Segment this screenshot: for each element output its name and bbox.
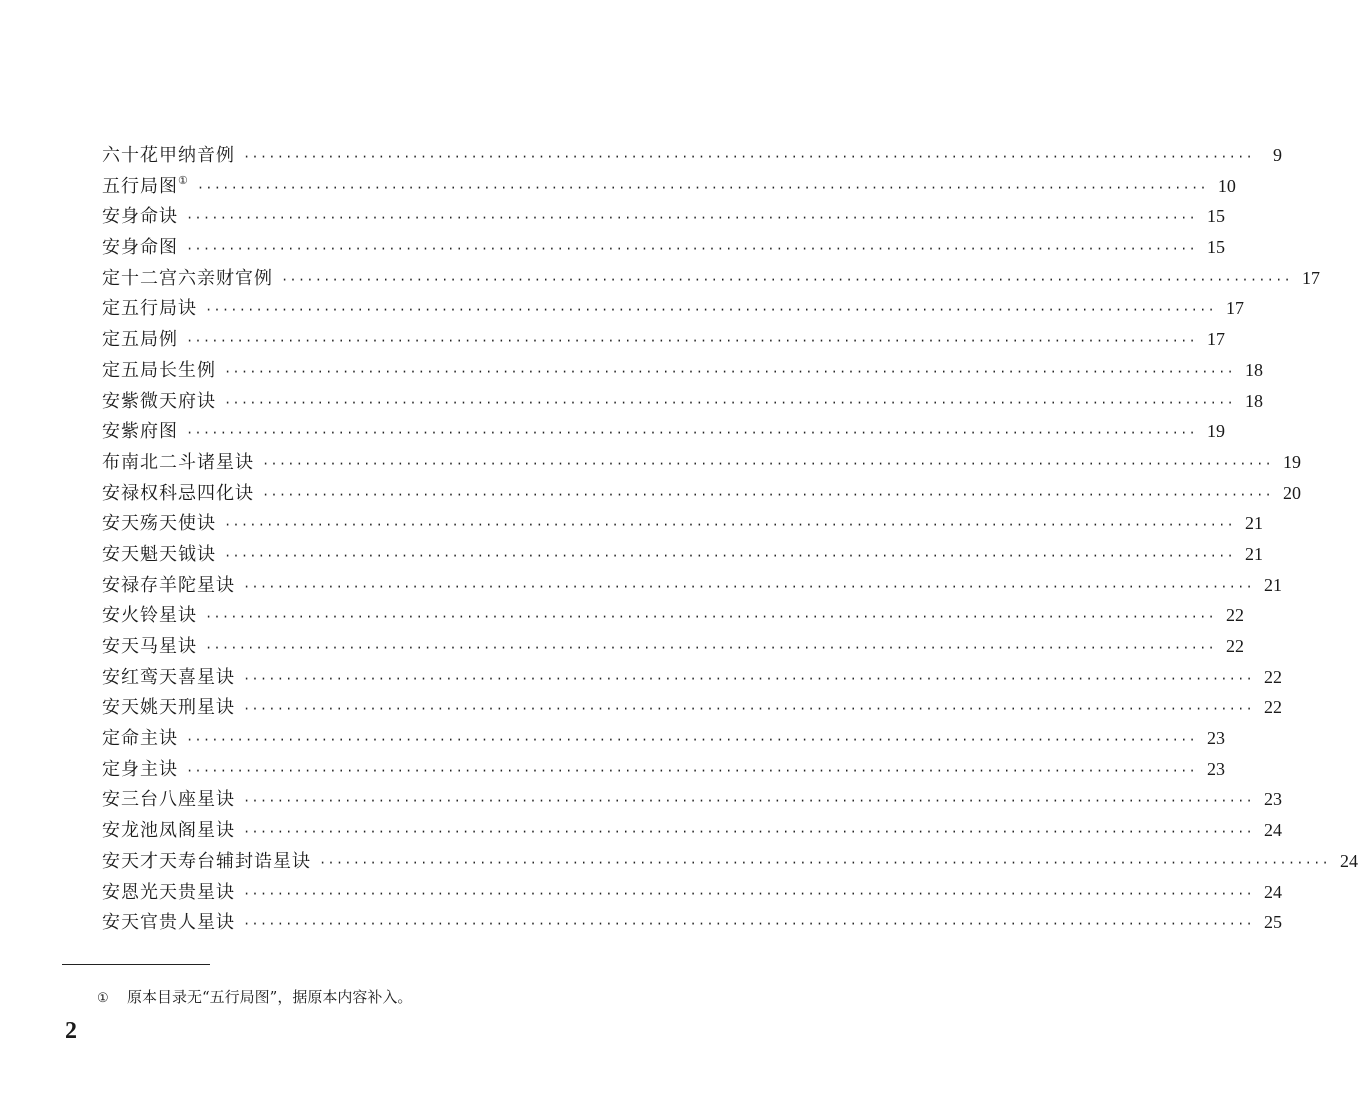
toc-dot-leader: ························································································································: [186, 334, 1197, 349]
toc-dot-leader: ························································································································: [243, 917, 1254, 932]
toc-dot-leader: ························································································································: [243, 886, 1254, 901]
toc-entry[interactable]: [102, 570, 1282, 601]
toc-entry-title: [102, 908, 235, 939]
toc-entry[interactable]: [102, 293, 1244, 324]
toc-entry-page: 18: [1244, 390, 1263, 411]
footnote: [97, 986, 412, 1007]
toc-dot-leader: ························································································································: [186, 242, 1197, 257]
toc-entry-page: 15: [1206, 237, 1225, 258]
toc-entry[interactable]: [102, 846, 1358, 877]
toc-entry-title-text: 安天才天寿台辅封诰星诀: [102, 850, 311, 872]
toc-entry-page: 25: [1263, 912, 1282, 933]
toc-entry-title: [102, 663, 235, 694]
toc-entry-title-text: 安禄存羊陀星诀: [102, 574, 235, 596]
toc-dot-leader: ························································································································: [186, 763, 1197, 778]
toc-entry-page: 21: [1244, 543, 1263, 564]
toc-entry-title-text: 五行局图: [102, 175, 178, 197]
toc-entry-title-text: 安天魁天钺诀: [102, 543, 216, 565]
footnote-text: 原本目录无“五行局图”，据原本内容补入。: [127, 988, 413, 1006]
toc-entry-title: [102, 878, 235, 909]
toc-entry-title: [102, 202, 178, 233]
toc-entry-page: 17: [1206, 329, 1225, 350]
toc-entry-title: [102, 785, 235, 816]
toc-entry-page: 15: [1206, 206, 1225, 227]
toc-dot-leader: ························································································································: [319, 855, 1330, 870]
toc-entry-title: [102, 724, 178, 755]
toc-entry-page: 19: [1282, 451, 1301, 472]
toc-entry[interactable]: [102, 140, 1282, 171]
toc-entry[interactable]: [102, 662, 1282, 693]
toc-entry-page: 23: [1206, 728, 1225, 749]
toc-entry-title: [102, 172, 189, 203]
toc-entry-title-text: 定身主诀: [102, 758, 178, 780]
toc-entry-title: [102, 325, 178, 356]
toc-entry-title: [102, 356, 216, 387]
toc-dot-leader: ························································································································: [186, 426, 1197, 441]
toc-entry-title-text: 定五局例: [102, 329, 178, 351]
toc-entry-title-text: 定命主诀: [102, 728, 178, 750]
toc-entry-title-text: 安身命图: [102, 237, 178, 259]
toc-entry-title-text: 安红鸾天喜星诀: [102, 666, 235, 688]
toc-entry[interactable]: [102, 600, 1244, 631]
toc-dot-leader: ························································································································: [243, 702, 1254, 717]
toc-dot-leader: ························································································································: [243, 150, 1254, 164]
toc-entry-title: [102, 294, 197, 325]
toc-dot-leader: ························································································································: [243, 671, 1254, 686]
toc-entry[interactable]: [102, 723, 1225, 754]
toc-entry-title-text: 安禄权科忌四化诀: [102, 482, 254, 504]
table-of-contents: [102, 140, 1358, 938]
footnote-reference-marker[interactable]: ①: [178, 173, 189, 187]
toc-entry-title-text: 安恩光天贵星诀: [102, 881, 235, 903]
toc-dot-leader: ························································································································: [243, 825, 1254, 840]
footnote-marker: ①: [97, 991, 109, 1006]
toc-entry-title-text: 安紫微天府诀: [102, 390, 216, 412]
toc-entry[interactable]: [102, 416, 1225, 447]
toc-entry-page: 24: [1339, 850, 1358, 871]
toc-entry[interactable]: [102, 877, 1282, 908]
toc-dot-leader: ························································································································: [224, 518, 1235, 533]
toc-entry-page: 22: [1225, 605, 1244, 626]
toc-entry[interactable]: [102, 386, 1263, 417]
toc-entry-title: [102, 141, 235, 172]
toc-entry-page: 21: [1244, 513, 1263, 534]
toc-entry-title: [102, 264, 273, 295]
toc-entry-page: 22: [1225, 636, 1244, 656]
toc-dot-leader: ························································································································: [205, 641, 1216, 655]
toc-entry-title: [102, 693, 235, 724]
toc-entry-title: [102, 448, 254, 479]
toc-entry[interactable]: [102, 784, 1282, 815]
toc-dot-leader: ························································································································: [224, 548, 1235, 563]
toc-entry-page: 20: [1282, 482, 1301, 503]
toc-dot-leader: ························································································································: [186, 733, 1197, 748]
toc-entry-title: [102, 387, 216, 418]
toc-entry[interactable]: [102, 815, 1282, 846]
toc-entry[interactable]: [102, 631, 1244, 662]
toc-entry-page: 9: [1272, 145, 1282, 165]
toc-entry-title-text: 六十花甲纳音例: [102, 145, 235, 166]
toc-entry-page: 24: [1263, 881, 1282, 902]
toc-dot-leader: ························································································································: [196, 180, 1208, 195]
toc-dot-leader: ························································································································: [281, 272, 1292, 287]
toc-entry-page: 18: [1244, 359, 1263, 380]
toc-entry-title: [102, 233, 178, 264]
toc-dot-leader: ························································································································: [243, 579, 1254, 594]
toc-entry-title: [102, 571, 235, 602]
page-number: 2: [65, 1018, 77, 1044]
toc-entry-title: [102, 847, 311, 878]
toc-entry-page: 22: [1263, 666, 1282, 687]
toc-entry[interactable]: [102, 263, 1320, 294]
toc-entry[interactable]: [102, 201, 1225, 232]
toc-entry-page: 22: [1263, 697, 1282, 718]
toc-entry-title: [102, 479, 254, 510]
toc-entry[interactable]: [102, 232, 1225, 263]
footnote-divider: [62, 964, 210, 965]
toc-entry-title-text: 安火铃星诀: [102, 605, 197, 627]
toc-entry-title: [102, 540, 216, 571]
toc-entry-title-text: 安龙池凤阁星诀: [102, 820, 235, 842]
toc-entry-title-text: 安天姚天刑星诀: [102, 697, 235, 719]
toc-entry[interactable]: [102, 171, 1236, 202]
toc-entry-title-text: 安天马星诀: [102, 636, 197, 657]
toc-entry-title-text: 安三台八座星诀: [102, 789, 235, 811]
toc-entry-page: 24: [1263, 820, 1282, 841]
toc-dot-leader: ························································································································: [186, 211, 1197, 226]
toc-entry-title: [102, 632, 197, 663]
toc-entry[interactable]: [102, 447, 1301, 478]
toc-dot-leader: ························································································································: [243, 794, 1254, 809]
toc-dot-leader: ························································································································: [224, 364, 1235, 379]
toc-entry[interactable]: [102, 692, 1282, 723]
toc-entry-title-text: 定十二宫六亲财官例: [102, 267, 273, 289]
toc-dot-leader: ························································································································: [205, 610, 1216, 625]
toc-entry-title-text: 定五行局诀: [102, 298, 197, 320]
toc-entry-title-text: 布南北二斗诸星诀: [102, 451, 254, 473]
toc-dot-leader: ························································································································: [205, 303, 1216, 318]
toc-entry[interactable]: [102, 324, 1225, 355]
toc-entry[interactable]: [102, 478, 1301, 509]
toc-entry-page: 23: [1206, 758, 1225, 779]
toc-entry[interactable]: [102, 539, 1263, 570]
toc-entry-title-text: 安紫府图: [102, 421, 178, 443]
toc-entry[interactable]: [102, 508, 1263, 539]
toc-entry-page: 23: [1263, 789, 1282, 810]
toc-dot-leader: ························································································································: [262, 487, 1273, 502]
toc-entry-title-text: 安身命诀: [102, 206, 178, 228]
toc-dot-leader: ························································································································: [262, 456, 1273, 471]
toc-entry-title: [102, 417, 178, 448]
toc-entry[interactable]: [102, 907, 1282, 938]
toc-entry-page: 17: [1225, 298, 1244, 319]
toc-dot-leader: ························································································································: [224, 395, 1235, 410]
toc-entry-page: 21: [1263, 574, 1282, 595]
toc-entry-title: [102, 755, 178, 786]
toc-entry-title-text: 安天殇天使诀: [102, 513, 216, 535]
toc-entry-title: [102, 601, 197, 632]
toc-entry-title-text: 安天官贵人星诀: [102, 912, 235, 934]
toc-entry-title: [102, 816, 235, 847]
toc-entry-title: [102, 509, 216, 540]
toc-entry-page: 19: [1206, 421, 1225, 442]
toc-entry[interactable]: [102, 355, 1263, 386]
toc-entry-title-text: 定五局长生例: [102, 359, 216, 381]
toc-entry[interactable]: [102, 754, 1225, 785]
toc-entry-page: 17: [1301, 267, 1320, 288]
toc-entry-page: 10: [1217, 175, 1236, 196]
